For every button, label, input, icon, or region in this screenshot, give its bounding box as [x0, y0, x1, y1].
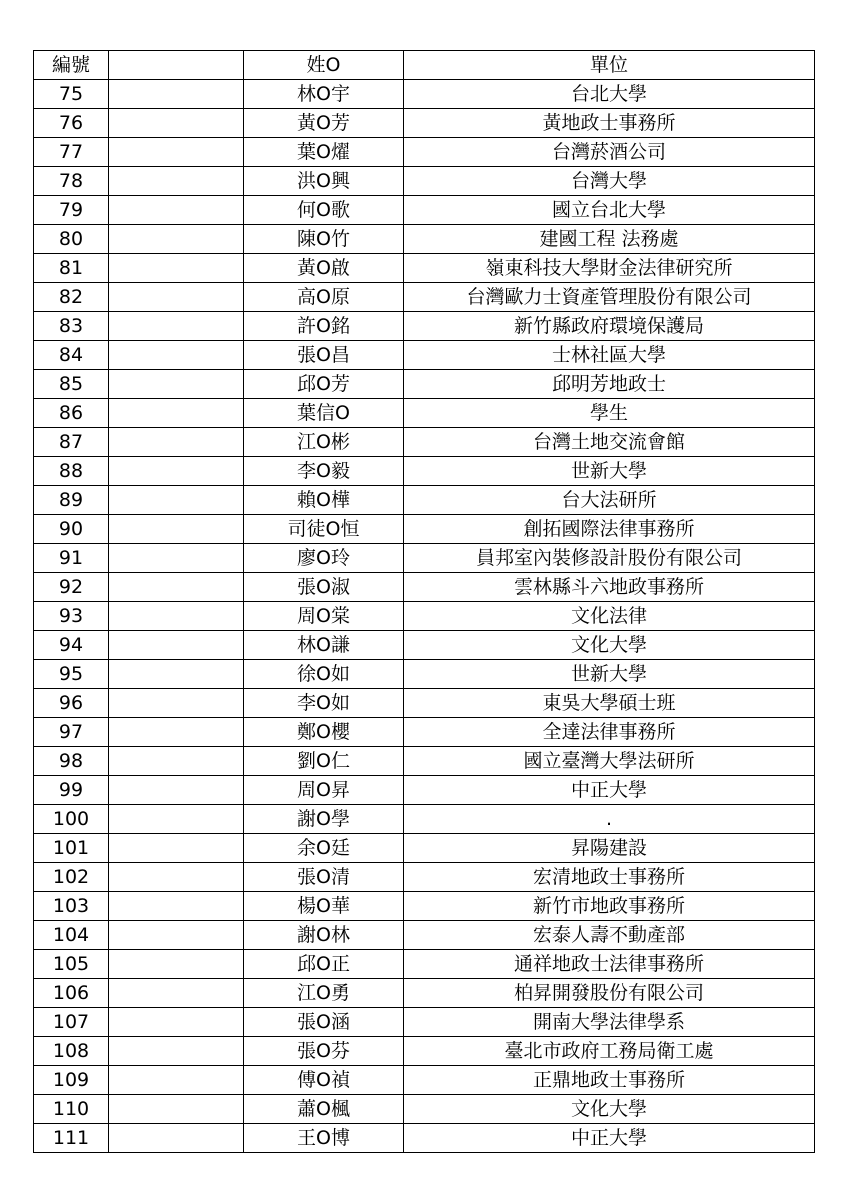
cell-name: 賴O樺: [244, 486, 404, 515]
cell-number: 88: [34, 457, 109, 486]
header-name: 姓O: [244, 51, 404, 80]
cell-number: 75: [34, 80, 109, 109]
cell-blank: [109, 225, 244, 254]
table-row: [34, 138, 815, 167]
cell-blank: [109, 1095, 244, 1124]
cell-unit: 文化大學: [404, 631, 815, 660]
cell-name: 洪O興: [244, 167, 404, 196]
cell-unit: 臺北市政府工務局衛工處: [404, 1037, 815, 1066]
cell-unit: 台北大學: [404, 80, 815, 109]
cell-unit: 嶺東科技大學財金法律研究所: [404, 254, 815, 283]
cell-unit: 全達法律事務所: [404, 718, 815, 747]
cell-number: 92: [34, 573, 109, 602]
cell-name: 張O芬: [244, 1037, 404, 1066]
cell-name: 徐O如: [244, 660, 404, 689]
table-row: [34, 1008, 815, 1037]
cell-name: 張O淑: [244, 573, 404, 602]
cell-blank: [109, 1066, 244, 1095]
cell-name: 楊O華: [244, 892, 404, 921]
cell-blank: [109, 805, 244, 834]
table-row: [34, 776, 815, 805]
cell-unit: 國立臺灣大學法研所: [404, 747, 815, 776]
cell-name: 周O昇: [244, 776, 404, 805]
table-header: [34, 51, 815, 80]
cell-number: 86: [34, 399, 109, 428]
table-row: [34, 602, 815, 631]
cell-name: 張O清: [244, 863, 404, 892]
cell-name: 李O毅: [244, 457, 404, 486]
cell-blank: [109, 718, 244, 747]
table-row: [34, 225, 815, 254]
cell-unit: 文化大學: [404, 1095, 815, 1124]
cell-name: 廖O玲: [244, 544, 404, 573]
cell-blank: [109, 747, 244, 776]
table-row: [34, 399, 815, 428]
cell-unit: 柏昇開發股份有限公司: [404, 979, 815, 1008]
cell-unit: 台灣歐力士資產管理股份有限公司: [404, 283, 815, 312]
cell-name: 張O涵: [244, 1008, 404, 1037]
cell-blank: [109, 254, 244, 283]
cell-number: 78: [34, 167, 109, 196]
cell-unit: 中正大學: [404, 1124, 815, 1153]
cell-blank: [109, 428, 244, 457]
cell-name: 江O勇: [244, 979, 404, 1008]
cell-blank: [109, 138, 244, 167]
cell-name: 黃O啟: [244, 254, 404, 283]
cell-blank: [109, 515, 244, 544]
cell-number: 83: [34, 312, 109, 341]
cell-name: 許O銘: [244, 312, 404, 341]
cell-blank: [109, 80, 244, 109]
cell-unit: 黃地政士事務所: [404, 109, 815, 138]
table-row: [34, 457, 815, 486]
cell-number: 81: [34, 254, 109, 283]
cell-number: 104: [34, 921, 109, 950]
cell-blank: [109, 283, 244, 312]
cell-unit: 邱明芳地政士: [404, 370, 815, 399]
table-row: [34, 689, 815, 718]
cell-unit: 宏泰人壽不動產部: [404, 921, 815, 950]
cell-blank: [109, 370, 244, 399]
cell-blank: [109, 341, 244, 370]
cell-blank: [109, 834, 244, 863]
cell-unit: 新竹縣政府環境保護局: [404, 312, 815, 341]
cell-blank: [109, 457, 244, 486]
cell-name: 葉O燿: [244, 138, 404, 167]
cell-unit: 昇陽建設: [404, 834, 815, 863]
cell-name: 邱O正: [244, 950, 404, 979]
cell-number: 95: [34, 660, 109, 689]
header-number: 編號: [34, 51, 109, 80]
cell-blank: [109, 109, 244, 138]
cell-unit: 國立台北大學: [404, 196, 815, 225]
table-row: [34, 254, 815, 283]
cell-name: 林O宇: [244, 80, 404, 109]
cell-unit: 士林社區大學: [404, 341, 815, 370]
cell-blank: [109, 921, 244, 950]
table-row: [34, 1037, 815, 1066]
cell-name: 高O原: [244, 283, 404, 312]
cell-blank: [109, 689, 244, 718]
cell-number: 85: [34, 370, 109, 399]
cell-blank: [109, 1124, 244, 1153]
table-row: [34, 428, 815, 457]
cell-blank: [109, 979, 244, 1008]
table-row: [34, 1095, 815, 1124]
cell-number: 103: [34, 892, 109, 921]
table-row: [34, 515, 815, 544]
cell-unit: 台灣大學: [404, 167, 815, 196]
table-row: [34, 631, 815, 660]
cell-name: 司徒O恒: [244, 515, 404, 544]
table-row: [34, 921, 815, 950]
cell-number: 82: [34, 283, 109, 312]
cell-unit: 雲林縣斗六地政事務所: [404, 573, 815, 602]
cell-number: 93: [34, 602, 109, 631]
cell-blank: [109, 1008, 244, 1037]
cell-number: 111: [34, 1124, 109, 1153]
cell-unit: 中正大學: [404, 776, 815, 805]
table-row: [34, 805, 815, 834]
cell-unit: 世新大學: [404, 457, 815, 486]
cell-blank: [109, 544, 244, 573]
cell-name: 邱O芳: [244, 370, 404, 399]
cell-blank: [109, 1037, 244, 1066]
cell-number: 96: [34, 689, 109, 718]
table-row: [34, 283, 815, 312]
cell-number: 91: [34, 544, 109, 573]
cell-blank: [109, 631, 244, 660]
header-blank: [109, 51, 244, 80]
table-row: [34, 341, 815, 370]
cell-number: 87: [34, 428, 109, 457]
cell-number: 99: [34, 776, 109, 805]
cell-number: 106: [34, 979, 109, 1008]
cell-name: 周O棠: [244, 602, 404, 631]
table-row: [34, 950, 815, 979]
cell-blank: [109, 196, 244, 225]
table-row: [34, 312, 815, 341]
cell-name: 葉信O: [244, 399, 404, 428]
cell-name: 蕭O楓: [244, 1095, 404, 1124]
cell-name: 林O謙: [244, 631, 404, 660]
cell-unit: 開南大學法律學系: [404, 1008, 815, 1037]
cell-number: 94: [34, 631, 109, 660]
header-row: [34, 51, 815, 80]
cell-unit: 東吳大學碩士班: [404, 689, 815, 718]
cell-number: 102: [34, 863, 109, 892]
cell-unit: 台灣土地交流會館: [404, 428, 815, 457]
table-row: [34, 370, 815, 399]
cell-name: 黃O芳: [244, 109, 404, 138]
cell-name: 李O如: [244, 689, 404, 718]
cell-number: 79: [34, 196, 109, 225]
cell-number: 100: [34, 805, 109, 834]
table-row: [34, 1124, 815, 1153]
cell-unit: 通祥地政士法律事務所: [404, 950, 815, 979]
header-unit: 單位: [404, 51, 815, 80]
cell-name: 余O廷: [244, 834, 404, 863]
cell-blank: [109, 950, 244, 979]
table-row: [34, 196, 815, 225]
cell-number: 77: [34, 138, 109, 167]
table-body: [34, 80, 815, 1153]
cell-number: 97: [34, 718, 109, 747]
cell-unit: 台大法研所: [404, 486, 815, 515]
cell-blank: [109, 399, 244, 428]
table-row: [34, 109, 815, 138]
table-row: [34, 80, 815, 109]
cell-number: 109: [34, 1066, 109, 1095]
cell-blank: [109, 776, 244, 805]
cell-number: 101: [34, 834, 109, 863]
table-row: [34, 979, 815, 1008]
cell-blank: [109, 167, 244, 196]
cell-number: 84: [34, 341, 109, 370]
cell-blank: [109, 486, 244, 515]
cell-unit: 創拓國際法律事務所: [404, 515, 815, 544]
cell-name: 鄭O櫻: [244, 718, 404, 747]
cell-unit: 宏清地政士事務所: [404, 863, 815, 892]
table-row: [34, 1066, 815, 1095]
table-row: [34, 660, 815, 689]
cell-blank: [109, 573, 244, 602]
cell-name: 江O彬: [244, 428, 404, 457]
table-row: [34, 167, 815, 196]
cell-unit: 台灣菸酒公司: [404, 138, 815, 167]
cell-unit: 正鼎地政士事務所: [404, 1066, 815, 1095]
cell-unit: 學生: [404, 399, 815, 428]
table-row: [34, 863, 815, 892]
cell-number: 89: [34, 486, 109, 515]
cell-number: 105: [34, 950, 109, 979]
cell-blank: [109, 312, 244, 341]
cell-unit: 文化法律: [404, 602, 815, 631]
cell-number: 80: [34, 225, 109, 254]
table-row: [34, 573, 815, 602]
cell-name: 謝O林: [244, 921, 404, 950]
cell-number: 90: [34, 515, 109, 544]
table-row: [34, 834, 815, 863]
cell-name: 張O昌: [244, 341, 404, 370]
cell-unit: 建國工程 法務處: [404, 225, 815, 254]
cell-name: 陳O竹: [244, 225, 404, 254]
cell-number: 107: [34, 1008, 109, 1037]
cell-blank: [109, 602, 244, 631]
table-row: [34, 718, 815, 747]
cell-name: 傅O禎: [244, 1066, 404, 1095]
cell-name: 劉O仁: [244, 747, 404, 776]
cell-blank: [109, 660, 244, 689]
cell-number: 76: [34, 109, 109, 138]
cell-name: 王O博: [244, 1124, 404, 1153]
cell-number: 110: [34, 1095, 109, 1124]
cell-number: 108: [34, 1037, 109, 1066]
cell-number: 98: [34, 747, 109, 776]
cell-unit: 新竹市地政事務所: [404, 892, 815, 921]
table-row: [34, 892, 815, 921]
attendee-table: [33, 50, 815, 1153]
table-row: [34, 486, 815, 515]
attendee-list-page: [33, 50, 814, 1153]
table-row: [34, 544, 815, 573]
cell-unit: 世新大學: [404, 660, 815, 689]
cell-blank: [109, 892, 244, 921]
cell-name: 謝O學: [244, 805, 404, 834]
cell-unit: 員邦室內裝修設計股份有限公司: [404, 544, 815, 573]
table-row: [34, 747, 815, 776]
cell-blank: [109, 863, 244, 892]
cell-name: 何O歌: [244, 196, 404, 225]
cell-unit: .: [404, 805, 815, 834]
